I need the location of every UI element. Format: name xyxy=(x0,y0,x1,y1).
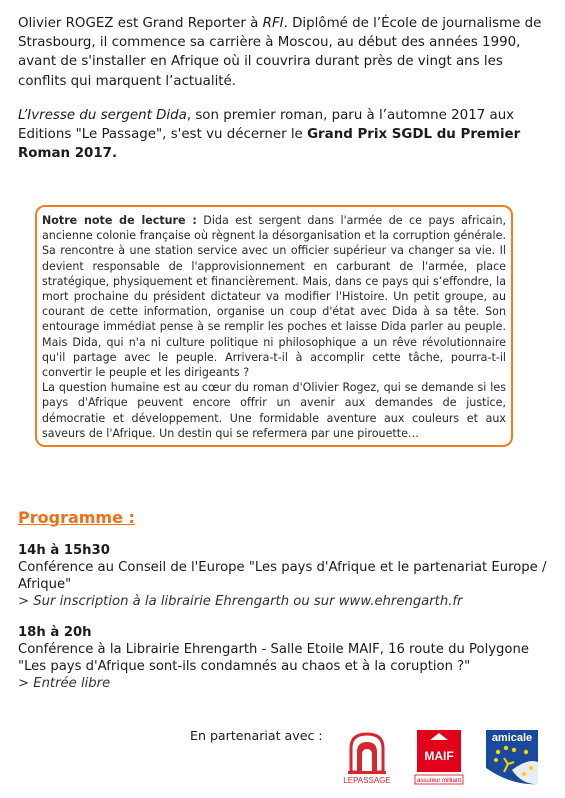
rfi-name: RFI xyxy=(262,16,284,31)
amicale-logo xyxy=(484,728,540,786)
event-2-description-1: Conférence à la Librairie Ehrengarth - Salle Etoile MAIF, 16 route du Polygone xyxy=(18,642,529,657)
le-passage-logo xyxy=(343,728,391,786)
reading-note-paragraph-2: La question humaine est au cœur du roman d'Olivier Rogez, qui se demande si les pays d'Afrique peuvent encore offrir un avenir aux demandes de justice, démocratie et développement. Une formidable aventure aux couleurs et aux saveurs de l'Afrique. Un destin qui se refermera par une pirouette… xyxy=(42,381,506,440)
programme-event-2 xyxy=(18,624,550,692)
reading-note-label: Notre note de lecture : xyxy=(42,214,197,227)
author-bio xyxy=(18,14,550,163)
maif-logo xyxy=(413,728,465,786)
event-1-time: 14h à 15h30 xyxy=(18,543,110,558)
reading-note-box xyxy=(35,205,513,447)
bio-paragraph-1: Olivier ROGEZ est Grand Reporter à RFI. Diplômé de l’École de journalisme de Strasbourg, il commence sa carrière à Moscou, au début des années 1990, avant de s'installer en Afrique où il couvrira durant près de vingt ans les conflits qui marquent l’actualité. xyxy=(18,16,542,89)
svg-text:MAIF: MAIF xyxy=(424,749,454,763)
reading-note-paragraph-1: Notre note de lecture : Dida est sergent dans l'armée de ce pays africain, ancienne colonie française où règnent la désorganisation et la corruption générale. Sa rencontre à une station service avec un officier supérieur va changer sa vie. Il devient responsable de l'approvisionnement en carburant de l'armée, place stratégique, physiquement et financièrement. Mais, dans ce pays qui s’effondre, la mort prochaine du président dictateur va modifier l'Histoire. Un petit groupe, au courant de cette information, organise un coup d'état avec Dida à sa tête. Son entourage immédiat pense à se remplir les poches et laisse Dida parler au peuple. Mais Dida, qui n'a ni culture politique ni philosophique a un rêve révolutionnaire qu'il partage avec le peuple. Arrivera-t-il à accomplir cette tâche, pourra-t-il convertir le peuple et les dirigeants ? xyxy=(42,214,506,380)
svg-text:LEPASSAGE: LEPASSAGE xyxy=(343,776,391,785)
svg-text:amicale: amicale xyxy=(491,732,533,744)
event-2-time: 18h à 20h xyxy=(18,625,92,640)
event-1-description: Conférence au Conseil de l'Europe "Les pays d'Afrique et le partenariat Europe / Afrique" xyxy=(18,560,547,592)
bio-paragraph-2: L’Ivresse du sergent Dida, son premier roman, paru à l’automne 2017 aux Editions "Le Passage", s'est vu décerner le Grand Prix SGDL du Premier Roman 2017. xyxy=(18,107,521,162)
programme-event-1 xyxy=(18,542,550,610)
programme-title: Programme : xyxy=(18,508,135,527)
svg-text:assureur militant: assureur militant xyxy=(416,778,462,784)
book-title: L’Ivresse du sergent Dida xyxy=(18,107,187,123)
prize-name: Grand Prix SGDL du Premier Roman 2017. xyxy=(18,127,521,162)
event-1-note: > Sur inscription à la librairie Ehrengarth ou sur www.ehrengarth.fr xyxy=(18,594,463,609)
partners-label: En partenariat avec : xyxy=(190,728,323,743)
event-2-description-2: "Les pays d'Afrique sont-ils condamnés au chaos et à la coruption ?" xyxy=(18,659,471,674)
event-2-note: > Entrée libre xyxy=(18,676,111,691)
